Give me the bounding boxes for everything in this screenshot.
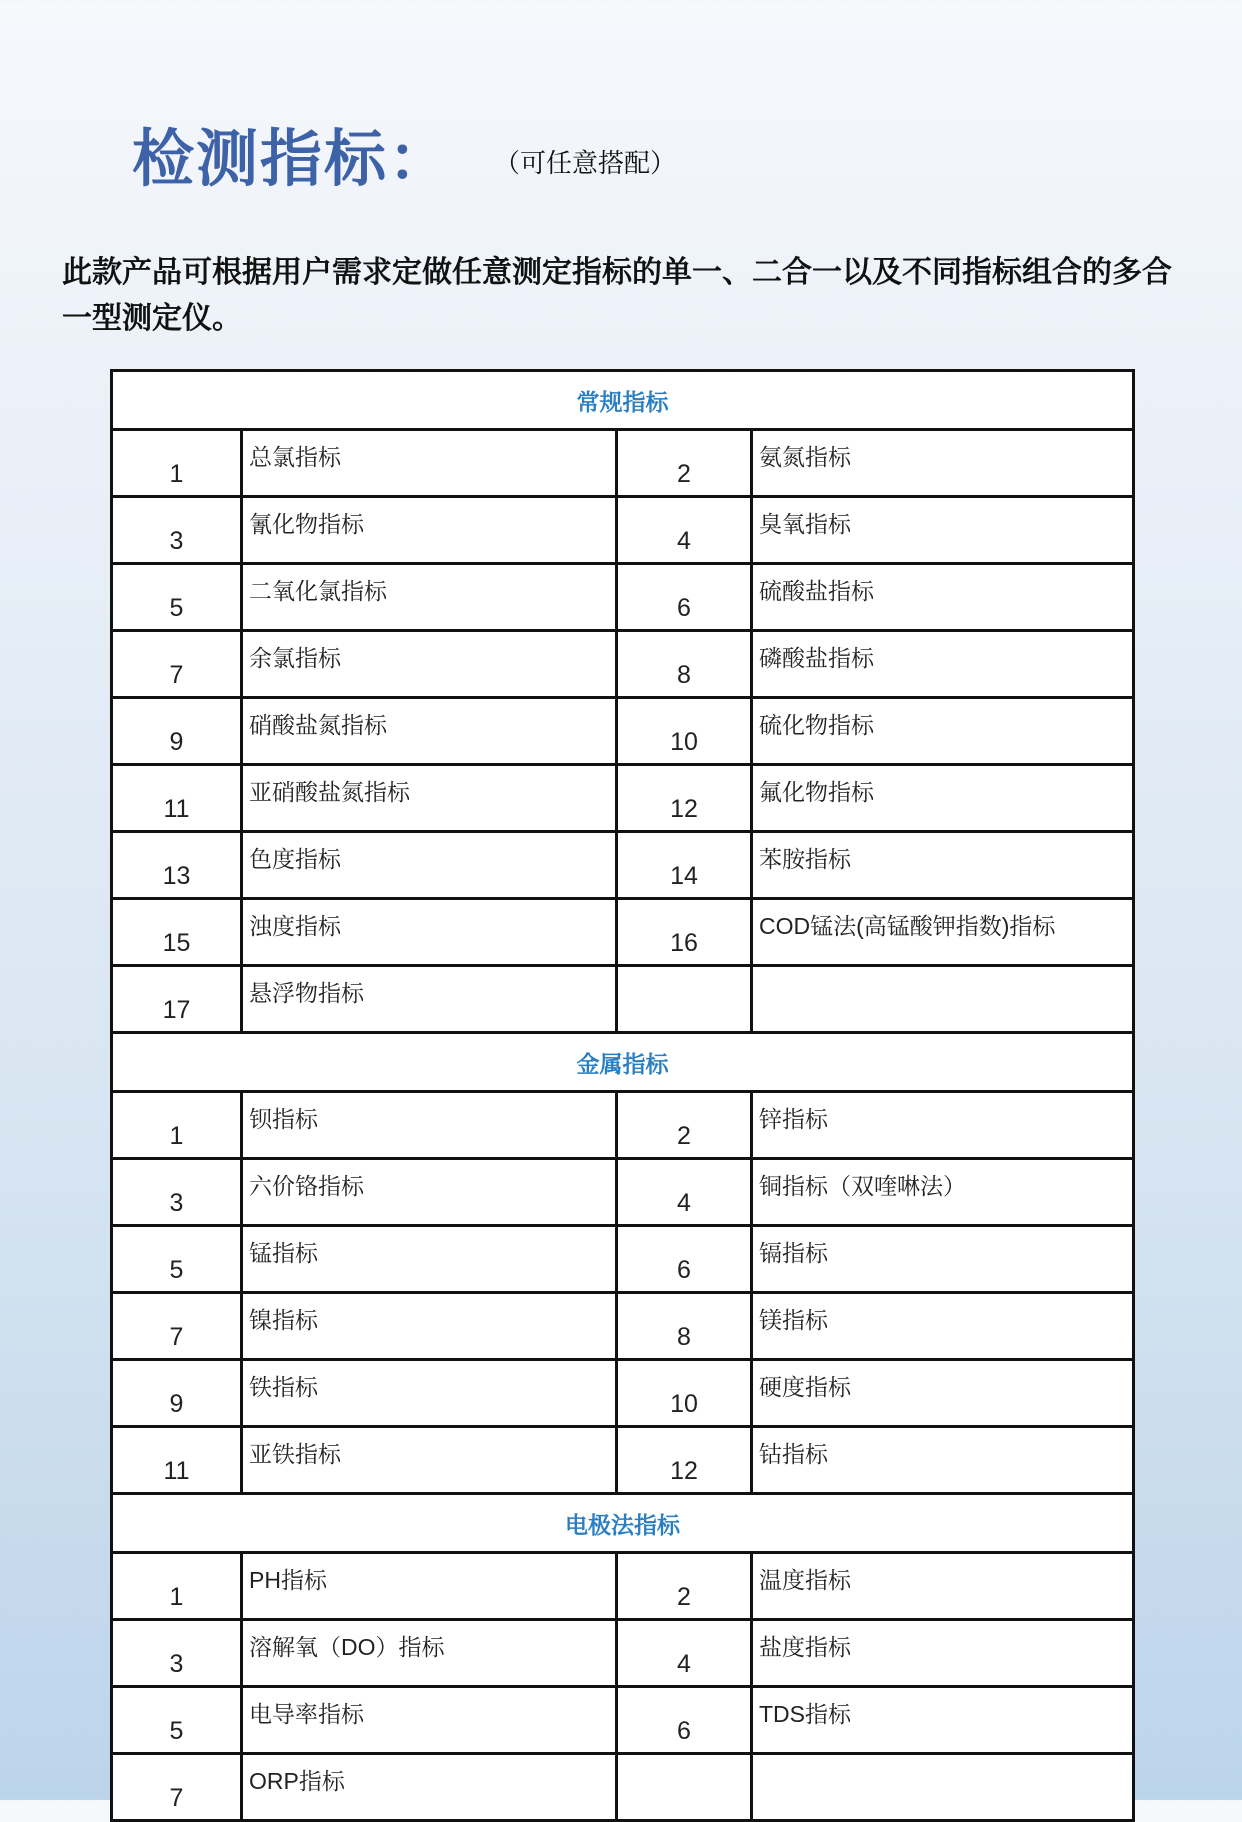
- indicator-number: 10: [617, 1360, 752, 1427]
- table-row: [112, 899, 1134, 966]
- section-header-row: [112, 371, 1134, 430]
- table-row: [112, 430, 1134, 497]
- section-header-row: [112, 1494, 1134, 1553]
- page-subtitle: （可任意搭配）: [494, 149, 677, 179]
- indicator-number: 3: [112, 497, 242, 564]
- table-row: [112, 1754, 1134, 1821]
- indicator-number: 8: [617, 631, 752, 698]
- indicator-number: 5: [112, 564, 242, 631]
- table-row: [112, 1427, 1134, 1494]
- table-row: [112, 1159, 1134, 1226]
- indicator-name: 钡指标: [242, 1092, 617, 1159]
- indicator-name: 镍指标: [242, 1293, 617, 1360]
- table-row: [112, 1226, 1134, 1293]
- indicator-number: 6: [617, 1687, 752, 1754]
- indicator-number: [617, 1754, 752, 1821]
- indicator-name: 浊度指标: [242, 899, 617, 966]
- table-row: [112, 1687, 1134, 1754]
- indicator-number: 1: [112, 1092, 242, 1159]
- indicator-name: 镉指标: [752, 1226, 1134, 1293]
- indicator-name: COD锰法(高锰酸钾指数)指标: [752, 899, 1134, 966]
- indicator-number: 6: [617, 564, 752, 631]
- indicator-number: 3: [112, 1620, 242, 1687]
- table-row: [112, 1293, 1134, 1360]
- indicator-name: 亚铁指标: [242, 1427, 617, 1494]
- page-title: 检测指标：: [132, 122, 453, 195]
- indicator-name: [752, 1754, 1134, 1821]
- indicator-number: 2: [617, 1092, 752, 1159]
- indicator-name: 亚硝酸盐氮指标: [242, 765, 617, 832]
- indicator-name: 余氯指标: [242, 631, 617, 698]
- indicator-number: 14: [617, 832, 752, 899]
- indicator-number: 7: [112, 1754, 242, 1821]
- indicator-name: ORP指标: [242, 1754, 617, 1821]
- indicator-number: 4: [617, 497, 752, 564]
- indicator-number: 1: [112, 1553, 242, 1620]
- table-row: [112, 832, 1134, 899]
- table-row: [112, 1553, 1134, 1620]
- indicator-name: 苯胺指标: [752, 832, 1134, 899]
- indicator-number: 9: [112, 698, 242, 765]
- indicator-name: 臭氧指标: [752, 497, 1134, 564]
- indicator-name: 六价铬指标: [242, 1159, 617, 1226]
- indicator-name: 二氧化氯指标: [242, 564, 617, 631]
- indicator-name: 镁指标: [752, 1293, 1134, 1360]
- indicator-number: 2: [617, 1553, 752, 1620]
- indicator-number: 9: [112, 1360, 242, 1427]
- section-title: 常规指标: [112, 371, 1134, 430]
- indicator-name: TDS指标: [752, 1687, 1134, 1754]
- table-row: [112, 765, 1134, 832]
- intro-text: 此款产品可根据用户需求定做任意测定指标的单一、二合一以及不同指标组合的多合一型测定仪。: [62, 255, 1172, 336]
- indicator-number: [617, 966, 752, 1033]
- indicator-name: 硬度指标: [752, 1360, 1134, 1427]
- indicator-name: 色度指标: [242, 832, 617, 899]
- indicator-number: 4: [617, 1620, 752, 1687]
- indicator-name: 硝酸盐氮指标: [242, 698, 617, 765]
- indicator-number: 13: [112, 832, 242, 899]
- indicator-name: 氟化物指标: [752, 765, 1134, 832]
- title-row: [132, 122, 677, 195]
- indicator-number: 5: [112, 1226, 242, 1293]
- table-row: [112, 966, 1134, 1033]
- indicator-number: 11: [112, 765, 242, 832]
- table-row: [112, 1620, 1134, 1687]
- table-row: [112, 497, 1134, 564]
- indicator-name: 钴指标: [752, 1427, 1134, 1494]
- indicator-number: 10: [617, 698, 752, 765]
- table-row: [112, 1092, 1134, 1159]
- indicator-name: [752, 966, 1134, 1033]
- indicator-name: 盐度指标: [752, 1620, 1134, 1687]
- indicator-name: 硫酸盐指标: [752, 564, 1134, 631]
- indicator-name: 锰指标: [242, 1226, 617, 1293]
- indicator-number: 5: [112, 1687, 242, 1754]
- indicator-number: 7: [112, 1293, 242, 1360]
- indicator-name: 锌指标: [752, 1092, 1134, 1159]
- indicator-name: 氨氮指标: [752, 430, 1134, 497]
- indicator-number: 15: [112, 899, 242, 966]
- indicator-name: 溶解氧（DO）指标: [242, 1620, 617, 1687]
- indicator-number: 16: [617, 899, 752, 966]
- indicator-table: [110, 369, 1135, 1822]
- section-title: 金属指标: [112, 1033, 1134, 1092]
- indicator-number: 4: [617, 1159, 752, 1226]
- table-row: [112, 1360, 1134, 1427]
- indicator-number: 2: [617, 430, 752, 497]
- indicator-name: 磷酸盐指标: [752, 631, 1134, 698]
- indicator-name: 铁指标: [242, 1360, 617, 1427]
- indicator-name: 硫化物指标: [752, 698, 1134, 765]
- table-row: [112, 631, 1134, 698]
- indicator-name: 温度指标: [752, 1553, 1134, 1620]
- indicator-number: 3: [112, 1159, 242, 1226]
- indicator-name: 电导率指标: [242, 1687, 617, 1754]
- indicator-number: 1: [112, 430, 242, 497]
- indicator-name: PH指标: [242, 1553, 617, 1620]
- section-header-row: [112, 1033, 1134, 1092]
- indicator-number: 7: [112, 631, 242, 698]
- indicator-number: 6: [617, 1226, 752, 1293]
- indicator-name: 氰化物指标: [242, 497, 617, 564]
- indicator-number: 12: [617, 1427, 752, 1494]
- table-row: [112, 564, 1134, 631]
- table-row: [112, 698, 1134, 765]
- indicator-number: 8: [617, 1293, 752, 1360]
- indicator-name: 悬浮物指标: [242, 966, 617, 1033]
- indicator-number: 12: [617, 765, 752, 832]
- indicator-name: 铜指标（双喹啉法）: [752, 1159, 1134, 1226]
- indicator-name: 总氯指标: [242, 430, 617, 497]
- indicator-number: 11: [112, 1427, 242, 1494]
- indicator-number: 17: [112, 966, 242, 1033]
- section-title: 电极法指标: [112, 1494, 1134, 1553]
